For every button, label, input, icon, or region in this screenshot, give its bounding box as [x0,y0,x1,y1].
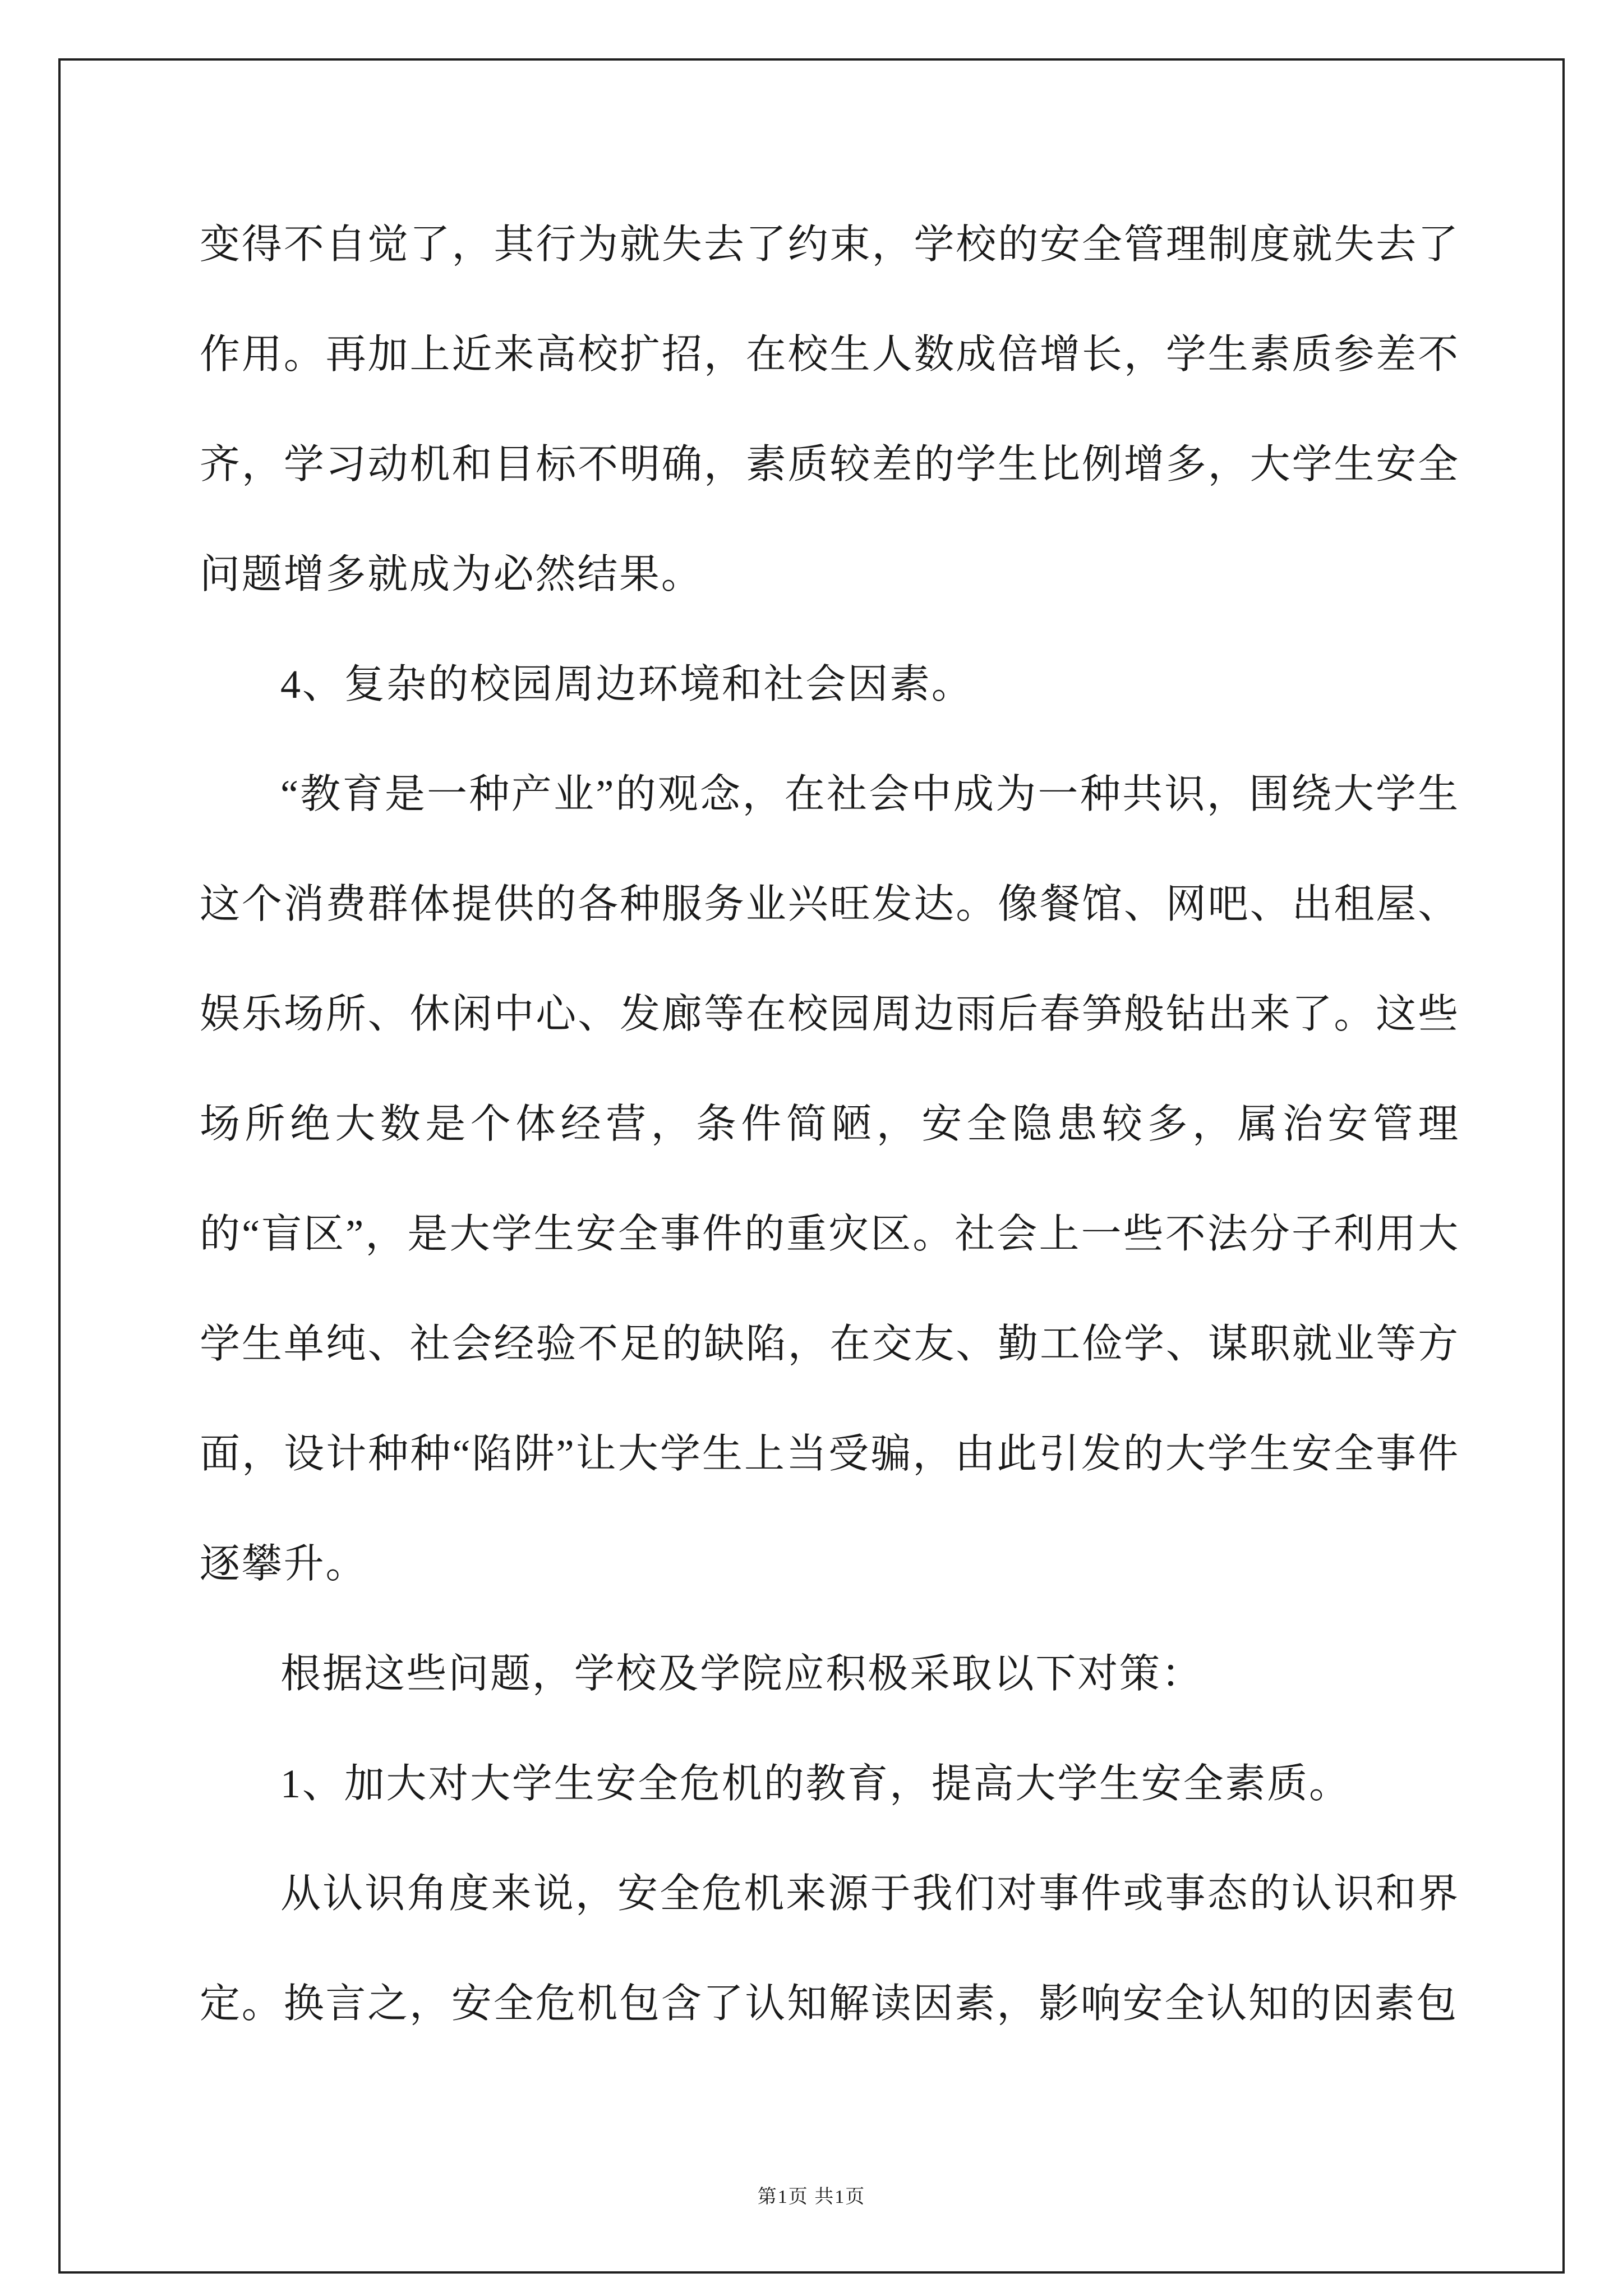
page-border [58,58,1565,2274]
paragraph: 1、加大对大学生安全危机的教育，提高大学生安全素质。 [280,1761,1351,1806]
paragraph: 变得不自觉了，其行为就失去了约束，学校的安全管理制度就失去了作用。再加上近来高校扩招，在校生人数成倍增长，学生素质参差不齐，学习动机和目标不明确，素质较差的学生比例增多，大学生安全问题增多就成为必然结果。 [200,222,1460,597]
document-body [61,61,1562,2059]
paragraph: 4、复杂的校园周边环境和社会因素。 [280,662,974,707]
paragraph: “教育是一种产业”的观念，在社会中成为一种共识，围绕大学生这个消费群体提供的各种服务业兴旺发达。像餐馆、网吧、出租屋、娱乐场所、休闲中心、发廊等在校园周边雨后春笋般钻出来了。这些场所绝大数是个体经营，条件简陋，安全隐患较多，属治安管理的“盲区”，是大学生安全事件的重灾区。社会上一些不法分子利用大学生单纯、社会经验不足的缺陷，在交友、勤工俭学、谋职就业等方面，设计种种“陷阱”让大学生上当受骗，由此引发的大学生安全事件逐攀升。 [200,772,1460,1586]
paragraph: 从认识角度来说，安全危机来源于我们对事件或事态的认识和界定。换言之，安全危机包含了认知解读因素，影响安全认知的因素包 [200,1871,1460,2026]
paragraph: 根据这些问题，学校及学院应积极采取以下对策： [280,1651,1204,1696]
footer-page-number: 第1页 共1页 [757,2187,866,2207]
